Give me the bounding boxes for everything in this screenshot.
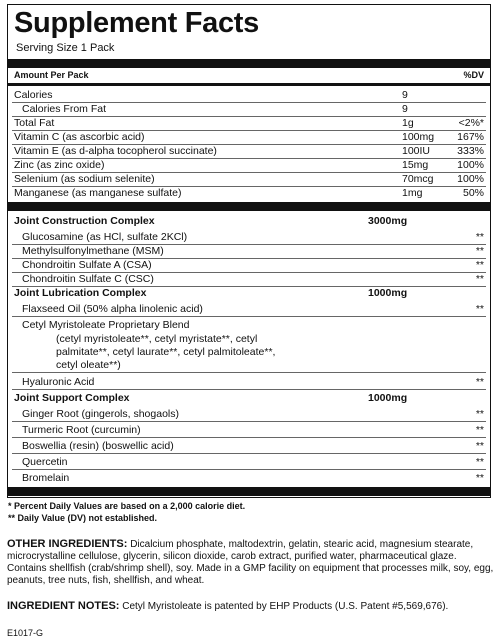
ingredient-row: [12, 423, 486, 438]
nutrient-row: [12, 130, 486, 145]
row-label: Manganese (as manganese sulfate): [14, 187, 182, 199]
row-label: Calories From Fat: [22, 103, 107, 115]
panel-title: Supplement Facts: [14, 7, 259, 39]
row-dv: **: [475, 440, 484, 452]
other-ingredients-text: Dicalcium phosphate, maltodextrin, gelatin, stearic acid, magnesium stearate, microcrystalline cellulose, glycerin, silicon dioxide, carob extract, purified water, pharmaceutical glaze. Contains shellfish (crab/shrimp shell), soy. Made in a GMP facility on equipment that processes milk, soy, egg, peanuts, tree nuts, fish, shellfish, and wheat.: [7, 539, 494, 586]
thick-divider: [8, 487, 490, 496]
dv-header: %DV: [463, 70, 484, 80]
row-label: Vitamin E (as d-alpha tocopherol succinate): [14, 145, 217, 157]
row-dv: 100%: [457, 159, 484, 171]
row-label: cetyl oleate**): [56, 359, 121, 371]
ingredient-row: [12, 302, 486, 317]
row-amount: 15mg: [402, 159, 429, 171]
complex-header: [12, 286, 486, 300]
nutrient-row: [12, 144, 486, 159]
ingredient-notes-text: Cetyl Myristoleate is patented by EHP Products (U.S. Patent #5,569,676).: [122, 601, 449, 612]
row-amount: 1000mg: [368, 287, 408, 299]
other-ingredients: [7, 538, 495, 587]
row-dv: 333%: [457, 145, 484, 157]
row-amount: 9: [402, 103, 408, 115]
row-amount: 70mcg: [402, 173, 434, 185]
nutrient-row: [12, 116, 486, 131]
row-dv: **: [475, 303, 484, 315]
row-amount: 9: [402, 89, 408, 101]
complex-header: [12, 214, 486, 228]
ingredient-row: [12, 455, 486, 470]
blend-line: [12, 358, 486, 373]
thick-divider: [8, 59, 490, 68]
row-label: Boswellia (resin) (boswellic acid): [22, 440, 174, 452]
ingredient-notes-label: INGREDIENT NOTES:: [7, 600, 120, 612]
row-label: Zinc (as zinc oxide): [14, 159, 105, 171]
ingredient-row: [12, 471, 486, 485]
row-label: Methylsulfonylmethane (MSM): [22, 245, 164, 257]
row-label: Turmeric Root (curcumin): [22, 424, 141, 436]
row-label: Selenium (as sodium selenite): [14, 173, 155, 185]
row-dv: 50%: [462, 187, 484, 199]
row-amount: 1g: [402, 117, 414, 129]
row-label: Cetyl Myristoleate Proprietary Blend: [22, 319, 190, 331]
row-label: Chondroitin Sulfate A (CSA): [22, 259, 152, 271]
complex-header: [12, 391, 486, 405]
row-dv: **: [475, 472, 484, 484]
ingredient-row: [12, 230, 486, 245]
ingredient-row: [12, 375, 486, 390]
row-label: Ginger Root (gingerols, shogaols): [22, 408, 179, 420]
nutrient-row: [12, 102, 486, 117]
ingredient-row: [12, 244, 486, 259]
ingredient-row: [12, 439, 486, 454]
row-dv: 100%: [457, 173, 484, 185]
row-dv: <2%*: [458, 117, 484, 129]
row-dv: **: [475, 273, 484, 285]
row-label: Joint Construction Complex: [14, 215, 155, 227]
footnote-dv: * Percent Daily Values are based on a 2,000 calorie diet.: [8, 501, 246, 511]
footnote-not-established: ** Daily Value (DV) not established.: [8, 513, 158, 523]
row-amount: 100mg: [402, 131, 435, 143]
ingredient-notes: [7, 600, 448, 612]
row-dv: **: [475, 424, 484, 436]
row-label: Flaxseed Oil (50% alpha linolenic acid): [22, 303, 203, 315]
row-label: Chondroitin Sulfate C (CSC): [22, 273, 154, 285]
row-label: Hyaluronic Acid: [22, 376, 95, 388]
thick-divider: [8, 202, 490, 211]
row-amount: 1mg: [402, 187, 423, 199]
nutrient-row: [12, 186, 486, 200]
other-ingredients-label: OTHER INGREDIENTS:: [7, 538, 128, 550]
column-header: [14, 69, 484, 81]
nutrient-row: [12, 88, 486, 103]
row-label: (cetyl myristoleate**, cetyl myristate**, cetyl: [56, 333, 258, 345]
row-label: Quercetin: [22, 456, 68, 468]
ingredient-row: [12, 272, 486, 287]
medium-divider: [8, 83, 490, 86]
row-label: Glucosamine (as HCl, sulfate 2KCl): [22, 231, 188, 243]
blend-title: [12, 318, 486, 332]
row-dv: 167%: [457, 131, 484, 143]
row-label: Joint Support Complex: [14, 392, 130, 404]
row-dv: **: [475, 231, 484, 243]
row-label: Bromelain: [22, 472, 70, 484]
row-label: palmitate**, cetyl laurate**, cetyl palmitoleate**,: [56, 346, 276, 358]
row-label: Total Fat: [14, 117, 55, 129]
row-amount: 1000mg: [368, 392, 408, 404]
nutrient-row: [12, 158, 486, 173]
row-label: Calories: [14, 89, 53, 101]
row-label: Vitamin C (as ascorbic acid): [14, 131, 145, 143]
ingredient-row: [12, 258, 486, 273]
row-label: Joint Lubrication Complex: [14, 287, 147, 299]
blend-line: [12, 345, 486, 359]
blend-line: [12, 332, 486, 346]
row-dv: **: [475, 376, 484, 388]
row-dv: **: [475, 259, 484, 271]
supplement-facts-panel: [7, 4, 491, 498]
row-dv: **: [475, 456, 484, 468]
amount-header: Amount Per Pack: [14, 70, 89, 80]
product-code: E1017-G: [7, 628, 44, 638]
row-dv: **: [475, 408, 484, 420]
row-amount: 3000mg: [368, 215, 408, 227]
row-amount: 100IU: [402, 145, 431, 157]
row-dv: **: [475, 245, 484, 257]
nutrient-row: [12, 172, 486, 187]
serving-size: Serving Size 1 Pack: [16, 42, 115, 54]
ingredient-row: [12, 407, 486, 422]
